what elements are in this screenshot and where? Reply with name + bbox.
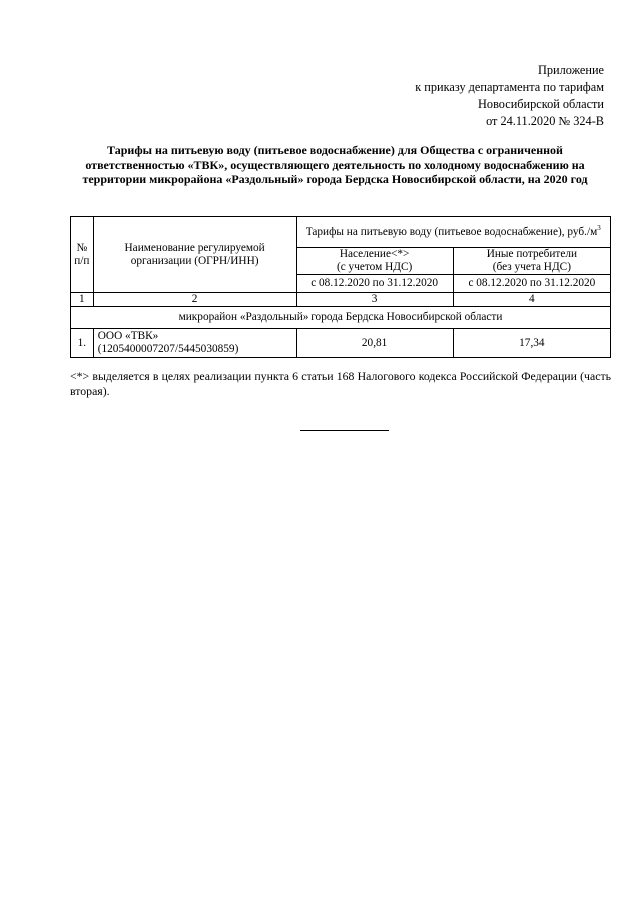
document-title: Тарифы на питьевую воду (питьевое водоснабжение) для Общества с ограниченной ответственностью «ТВК», осуществляющего деятельность по холодному водоснабжению на территории микрорайона «Раздольный» города Бердска Новосибирской области, на 2020 год [82,143,588,187]
appendix-line-4: от 24.11.2020 № 324-В [486,114,604,128]
header-number: № п/п [71,217,94,293]
appendix-line-2: к приказу департамента по тарифам [415,80,604,94]
column-number: 3 [296,293,453,307]
column-number-row [71,293,611,307]
population-tariff: 20,81 [296,329,453,358]
district-row [71,307,611,329]
tariffs-table [70,216,611,358]
header-population [296,248,453,275]
row-number: 1. [71,329,94,358]
column-number: 2 [93,293,296,307]
table-row [71,329,611,358]
appendix-header [415,62,604,130]
appendix-line-1: Приложение [538,63,604,77]
appendix-line-3: Новосибирской области [478,97,604,111]
column-number: 4 [453,293,610,307]
header-organization: Наименование регулируемой организации (ОГРН/ИНН) [93,217,296,293]
separator-line [300,430,389,431]
organization-name: ООО «ТВК» [97,330,159,342]
period-other: с 08.12.2020 по 31.12.2020 [453,275,610,293]
header-other [453,248,610,275]
other-tariff: 17,34 [453,329,610,358]
district-name: микрорайон «Раздольный» города Бердска Новосибирской области [71,307,611,329]
header-tariffs-label: Тарифы на питьевую воду (питьевое водоснабжение), руб./м [305,225,598,238]
organization-ids: (1205400007207/5445030859) [97,343,239,355]
header-tariffs-unit-sup: 3 [597,223,601,232]
header-other-label: Иные потребители [486,248,578,260]
header-population-note: (с учетом НДС) [336,261,413,273]
header-population-label: Население<*> [339,248,410,260]
column-number: 1 [71,293,94,307]
table-header-row [71,217,611,248]
row-organization [93,329,296,358]
header-tariffs [296,217,611,248]
period-population: с 08.12.2020 по 31.12.2020 [296,275,453,293]
footnote: <*> выделяется в целях реализации пункта 6 статьи 168 Налогового кодекса Российской Федерации (часть вторая). [70,369,611,398]
header-other-note: (без учета НДС) [492,261,571,273]
